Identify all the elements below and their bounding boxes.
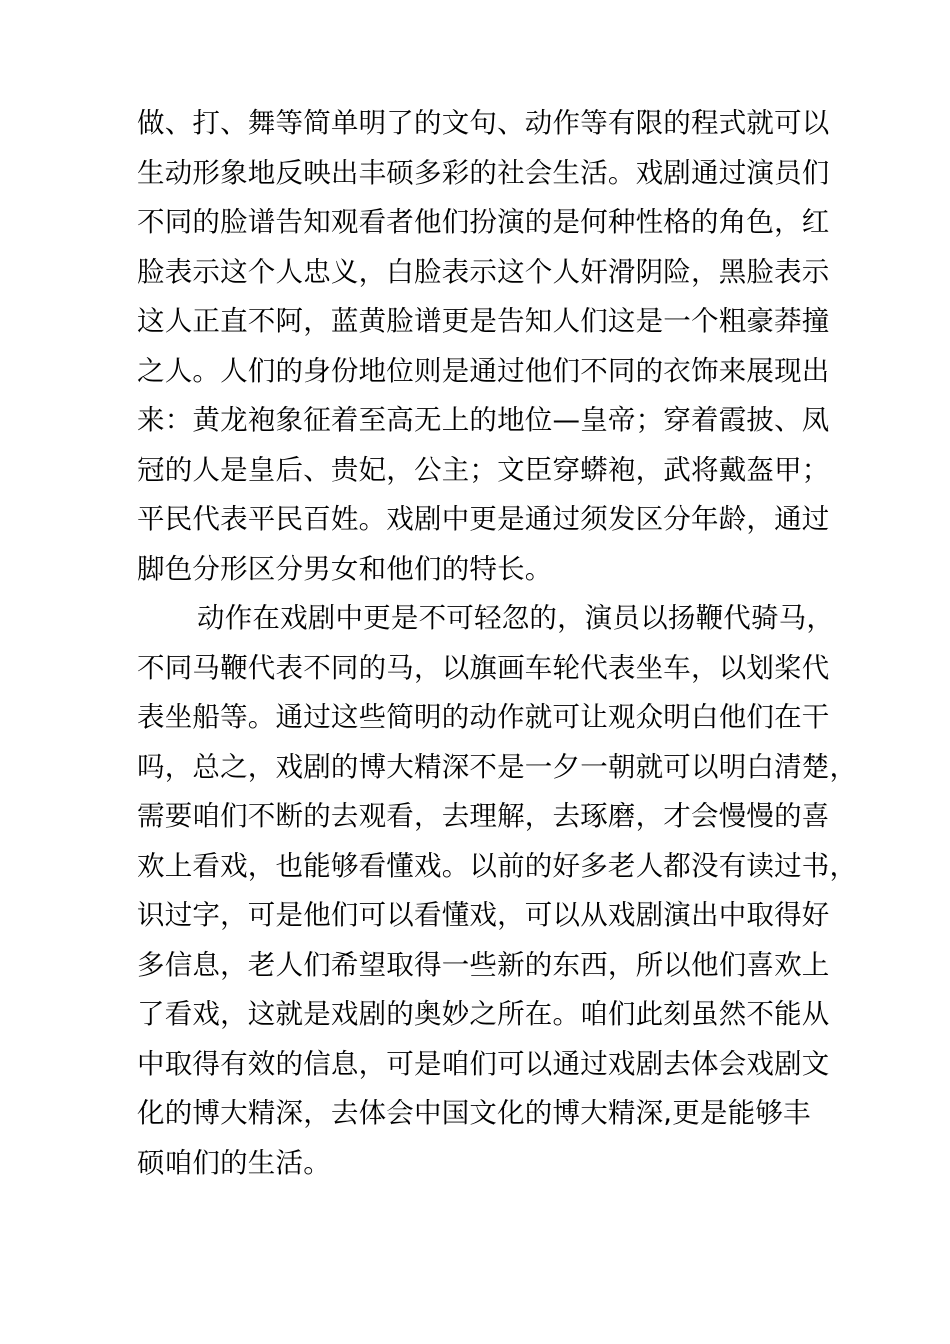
text-line: 平民代表平民百姓。戏剧中更是通过须发区分年龄，通过 — [137, 503, 830, 535]
text-line: 吗，总之，戏剧的博大精深不是一夕一朝就可以明白清楚， — [137, 750, 858, 783]
text-line: 中取得有效的信息，可是咱们可以通过戏剧去体会戏剧文 — [137, 1047, 830, 1080]
text-line: 化的博大精深，去体会中国文化的博大精深,更是能够丰 — [137, 1097, 811, 1129]
text-line: 不同马鞭代表不同的马，以旗画车轮代表坐车，以划桨代 — [137, 651, 830, 684]
text-line: 了看戏，这就是戏剧的奥妙之所在。咱们此刻虽然不能从 — [137, 998, 830, 1030]
text-line: 不同的脸谱告知观看者他们扮演的是何种性格的角色，红 — [137, 206, 830, 238]
text-line: 表坐船等。通过这些简明的动作就可让观众明白他们在干 — [137, 701, 830, 733]
text-line: 之人。人们的身份地位则是通过他们不同的衣饰来展现出 — [137, 354, 830, 387]
text-line: 脸表示这个人忠义，白脸表示这个人奸滑阴险，黑脸表示 — [137, 255, 830, 288]
paragraph-2 — [137, 594, 858, 1188]
text-line: 做、打、舞等简单明了的文句、动作等有限的程式就可以 — [137, 107, 830, 139]
text-line: 生动形象地反映出丰硕多彩的社会生活。戏剧通过演员们 — [137, 156, 830, 189]
text-line: 冠的人是皇后、贵妃，公主；文臣穿蟒袍，武将戴盔甲； — [137, 453, 830, 486]
text-line: 需要咱们不断的去观看，去理解，去琢磨，才会慢慢的喜 — [137, 800, 830, 832]
text-line: 这人正直不阿，蓝黄脸谱更是告知人们这是一个粗豪莽撞 — [137, 305, 830, 337]
text-line: 多信息，老人们希望取得一些新的东西，所以他们喜欢上 — [137, 948, 830, 981]
body-text — [137, 99, 858, 1188]
text-line: 识过字，可是他们可以看懂戏，可以从戏剧演出中取得好 — [137, 899, 830, 931]
text-line: 硕咱们的生活。 — [137, 1146, 331, 1179]
text-line: 来：黄龙袍象征着至高无上的地位—皇帝；穿着霞披、凤 — [137, 404, 830, 436]
text-line: 动作在戏剧中更是不可轻忽的，演员以扬鞭代骑马， — [197, 602, 835, 634]
paragraph-1 — [137, 99, 837, 594]
text-line: 脚色分形区分男女和他们的特长。 — [137, 552, 553, 585]
text-line: 欢上看戏，也能够看懂戏。以前的好多老人都没有读过书， — [137, 849, 858, 882]
